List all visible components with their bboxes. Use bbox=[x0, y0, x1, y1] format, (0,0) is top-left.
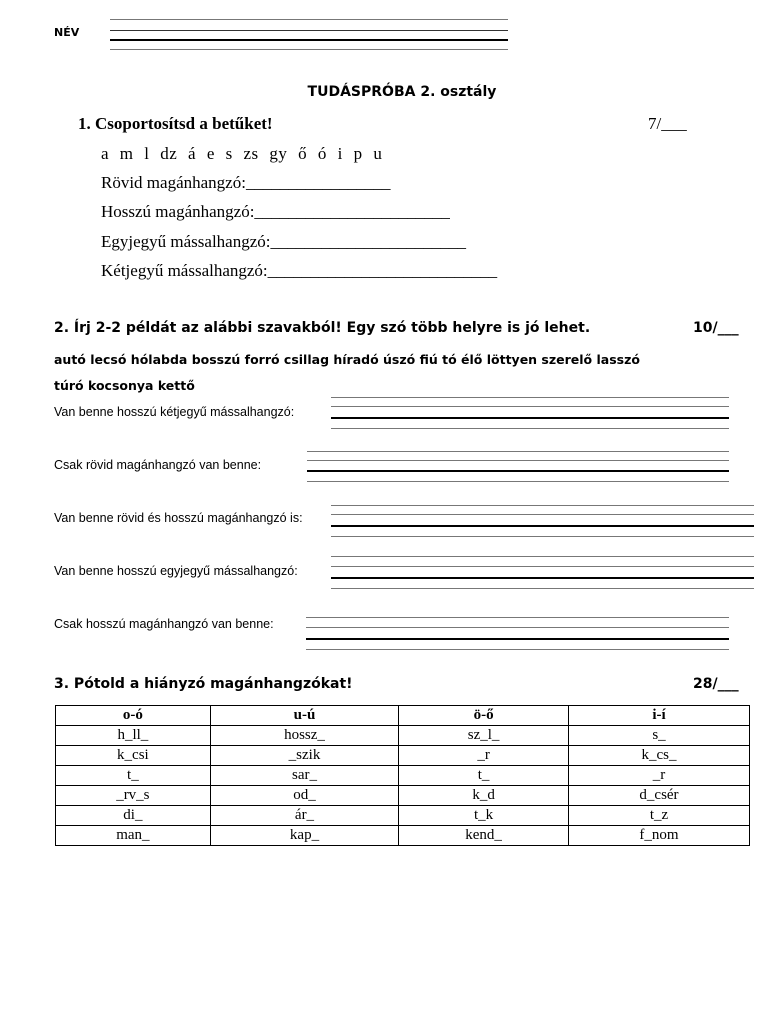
answer-line[interactable] bbox=[331, 417, 729, 419]
answer-line[interactable] bbox=[307, 481, 729, 482]
table-cell[interactable]: ár_ bbox=[210, 806, 399, 826]
category-short-and-long-vowel: Van benne rövid és hosszú magánhangzó is: bbox=[54, 511, 303, 525]
table-row bbox=[56, 806, 750, 826]
vowel-table bbox=[55, 705, 750, 846]
table-cell[interactable]: t_ bbox=[56, 766, 211, 786]
double-consonant-row[interactable]: Kétjegyű mássalhangzó:___________________________ bbox=[101, 261, 498, 280]
answer-line[interactable] bbox=[331, 566, 754, 567]
section2-score: 10/___ bbox=[693, 320, 739, 336]
table-cell[interactable]: _rv_s bbox=[56, 786, 211, 806]
answer-line[interactable] bbox=[306, 649, 729, 650]
answer-line[interactable] bbox=[331, 536, 754, 537]
answer-line[interactable] bbox=[307, 451, 729, 452]
table-cell[interactable]: t_k bbox=[399, 806, 569, 826]
table-cell[interactable]: kend_ bbox=[399, 826, 569, 846]
answer-line[interactable] bbox=[307, 460, 729, 461]
table-cell[interactable]: sz_l_ bbox=[399, 726, 569, 746]
section3-heading: 3. Pótold a hiányzó magánhangzókat! bbox=[54, 676, 353, 692]
table-cell[interactable]: man_ bbox=[56, 826, 211, 846]
answer-line[interactable] bbox=[331, 525, 754, 527]
table-row bbox=[56, 766, 750, 786]
short-vowel-row[interactable]: Rövid magánhangzó:_________________ bbox=[101, 173, 391, 192]
answer-line[interactable] bbox=[331, 556, 754, 557]
column-header: i-í bbox=[568, 706, 749, 726]
table-row bbox=[56, 786, 750, 806]
section3-score: 28/___ bbox=[693, 676, 739, 692]
category-long-single-consonant: Van benne hosszú egyjegyű mássalhangzó: bbox=[54, 564, 298, 578]
table-cell[interactable]: _r bbox=[568, 766, 749, 786]
column-header: u-ú bbox=[210, 706, 399, 726]
name-line[interactable] bbox=[110, 19, 508, 20]
table-cell[interactable]: s_ bbox=[568, 726, 749, 746]
answer-line[interactable] bbox=[306, 627, 729, 628]
table-cell[interactable]: _r bbox=[399, 746, 569, 766]
table-cell[interactable]: kap_ bbox=[210, 826, 399, 846]
category-long-double-consonant: Van benne hosszú kétjegyű mássalhangzó: bbox=[54, 405, 295, 419]
table-cell[interactable]: hossz_ bbox=[210, 726, 399, 746]
name-line[interactable] bbox=[110, 49, 508, 50]
long-vowel-row[interactable]: Hosszú magánhangzó:_______________________ bbox=[101, 202, 450, 221]
category-only-short-vowel: Csak rövid magánhangzó van benne: bbox=[54, 458, 262, 472]
table-cell[interactable]: od_ bbox=[210, 786, 399, 806]
table-cell[interactable]: di_ bbox=[56, 806, 211, 826]
table-cell[interactable]: k_csi bbox=[56, 746, 211, 766]
answer-line[interactable] bbox=[331, 514, 754, 515]
section1-heading: 1. Csoportosítsd a betűket! bbox=[78, 114, 273, 133]
table-row bbox=[56, 726, 750, 746]
section2-heading: 2. Írj 2-2 példát az alábbi szavakból! Egy szó több helyre is jó lehet. bbox=[54, 320, 591, 336]
table-cell[interactable]: _szik bbox=[210, 746, 399, 766]
table-row bbox=[56, 746, 750, 766]
table-cell[interactable]: t_z bbox=[568, 806, 749, 826]
name-line[interactable] bbox=[110, 30, 508, 31]
table-cell[interactable]: d_csér bbox=[568, 786, 749, 806]
name-line[interactable] bbox=[110, 39, 508, 41]
table-header-row bbox=[56, 706, 750, 726]
answer-line[interactable] bbox=[331, 577, 754, 579]
name-label: NÉV bbox=[54, 26, 80, 39]
page-title: TUDÁSPRÓBA 2. osztály bbox=[307, 84, 497, 100]
answer-line[interactable] bbox=[306, 638, 729, 640]
answer-line[interactable] bbox=[331, 397, 729, 398]
table-cell[interactable]: k_cs_ bbox=[568, 746, 749, 766]
answer-line[interactable] bbox=[331, 505, 754, 506]
answer-line[interactable] bbox=[307, 470, 729, 472]
table-cell[interactable]: h_ll_ bbox=[56, 726, 211, 746]
answer-line[interactable] bbox=[331, 428, 729, 429]
answer-line[interactable] bbox=[306, 617, 729, 618]
word-list-line1: autó lecsó hólabda bosszú forró csillag híradó úszó fiú tó élő löttyen szerelő lasszó bbox=[54, 352, 640, 367]
answer-line[interactable] bbox=[331, 406, 729, 407]
letters-list: a m l dz á e s zs gy ő ó i p u bbox=[101, 144, 383, 163]
table-cell[interactable]: f_nom bbox=[568, 826, 749, 846]
table-cell[interactable]: t_ bbox=[399, 766, 569, 786]
single-consonant-row[interactable]: Egyjegyű mássalhangzó:_______________________ bbox=[101, 232, 466, 251]
section1-score: 7/___ bbox=[648, 114, 687, 133]
answer-line[interactable] bbox=[331, 588, 754, 589]
word-list-line2: túró kocsonya kettő bbox=[54, 378, 195, 393]
table-cell[interactable]: sar_ bbox=[210, 766, 399, 786]
category-only-long-vowel: Csak hosszú magánhangzó van benne: bbox=[54, 617, 274, 631]
table-cell[interactable]: k_d bbox=[399, 786, 569, 806]
column-header: ö-ő bbox=[399, 706, 569, 726]
column-header: o-ó bbox=[56, 706, 211, 726]
table-row bbox=[56, 826, 750, 846]
